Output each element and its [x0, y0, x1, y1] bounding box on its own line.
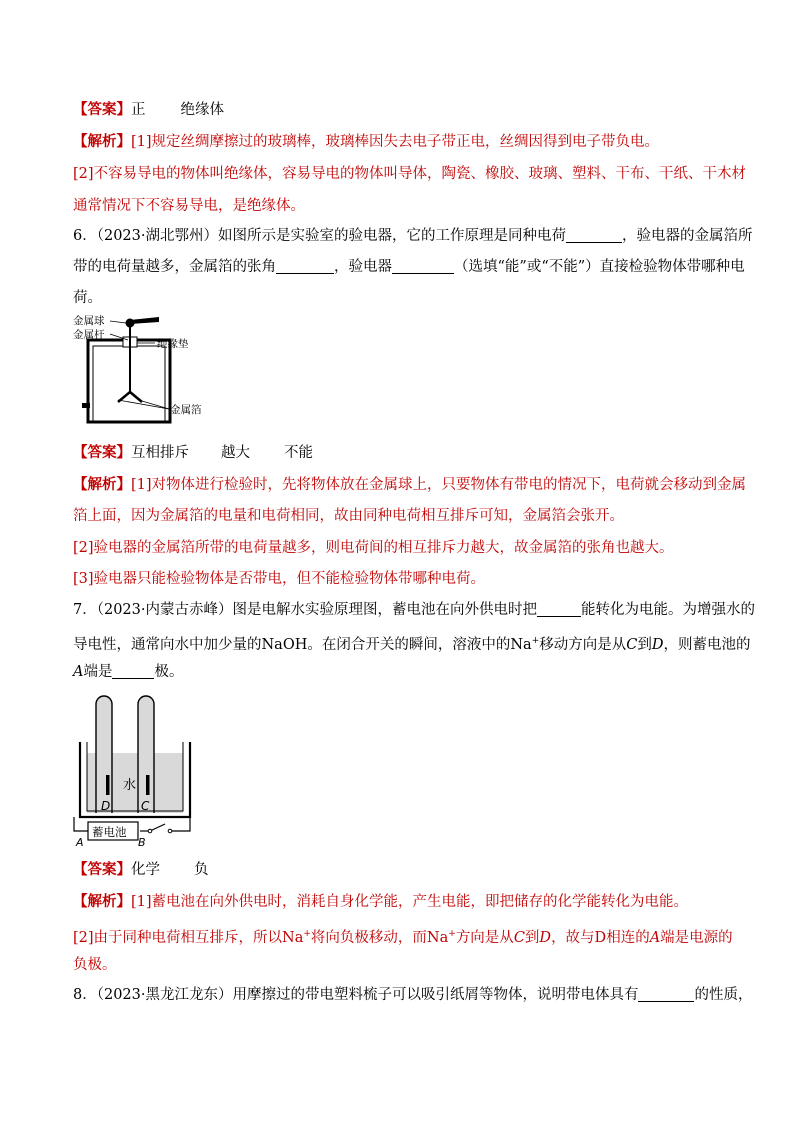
- italic-letter: D: [539, 929, 552, 946]
- label-metal-rod: 金属杆: [73, 329, 105, 341]
- analysis-text: 方向是从: [455, 929, 514, 946]
- analysis-tag: 【解析】: [73, 476, 131, 493]
- superscript: +: [531, 636, 540, 646]
- answer-blank: [112, 663, 154, 679]
- analysis-text: [1]对物体进行检验时，先将物体放在金属球上，只要物体有带电的情况下，电荷就会移动到金属: [131, 477, 747, 493]
- answer-blank: [566, 227, 622, 243]
- answer-tag: 【答案】: [73, 101, 131, 118]
- electroscope-figure: [70, 310, 230, 425]
- q6-stem-b: [73, 257, 745, 277]
- q7-stem-b: [73, 631, 751, 655]
- tube-left-fill: [97, 704, 111, 753]
- q7-analysis-1: [73, 892, 688, 912]
- electrolysis-figure: [66, 690, 196, 850]
- q6-stem-a: [73, 226, 752, 246]
- label-insulating-pad: 绝缘垫: [157, 338, 189, 350]
- italic-letter: D: [651, 636, 664, 653]
- stem-text: 8．（2023·黑龙江龙东）用摩擦过的带电塑料梳子可以吸引纸屑等物体，说明带电体具有: [73, 987, 639, 1003]
- stem-text: ，验电器的金属箔所: [621, 228, 753, 244]
- analysis-text: ，故与D相连的: [551, 929, 650, 946]
- q7-stem-a: [73, 600, 755, 620]
- stem-text: 的性质，: [694, 987, 753, 1003]
- foil-right: [130, 392, 142, 402]
- answer-blank: [638, 986, 694, 1002]
- q7-analysis-2a: [73, 924, 733, 948]
- side-knob: [82, 403, 90, 408]
- switch-contact: [168, 829, 172, 833]
- q6-analysis-1a: [73, 475, 746, 495]
- answer-1: 化学: [131, 862, 160, 878]
- stem-text: 移动方向是从: [539, 636, 627, 653]
- label-metal-ball: 金属球: [73, 315, 105, 327]
- electrode-c: [146, 775, 150, 795]
- answer-2: 绝缘体: [180, 102, 224, 118]
- electrode-d: [106, 775, 110, 795]
- analysis-text: [2]由于同种电荷相互排斥，所以Na: [73, 929, 304, 946]
- stem-text: 7．（2023·内蒙古赤峰）图是电解水实验原理图，蓄电池在向外供电时把: [73, 602, 537, 618]
- answer-blank: [392, 258, 454, 274]
- q6-analysis-1b: 箔上面，因为金属箔的电量和电荷相同，故由同种电荷相互排斥可知，金属箔会张开。: [73, 508, 624, 524]
- switch-pivot: [148, 829, 152, 833]
- top-bar: [130, 317, 159, 324]
- q7-analysis-2b: 负极。: [73, 957, 117, 973]
- answer-1: 互相排斥: [131, 445, 189, 461]
- stem-text: ，则蓄电池的: [663, 636, 751, 653]
- stem-text: 6．（2023·湖北鄂州）如图所示是实验室的验电器，它的工作原理是同种电荷: [73, 228, 566, 244]
- answer-1: 正: [131, 102, 146, 118]
- answer-2: 越大: [221, 445, 250, 461]
- q5-answer-line: [73, 100, 224, 120]
- answer-blank: [276, 258, 334, 274]
- q7-stem-c: [73, 662, 183, 682]
- label-a: A: [76, 836, 84, 849]
- wire-right: [172, 817, 190, 831]
- superscript: +: [303, 929, 311, 939]
- italic-letter: A: [649, 929, 661, 946]
- stem-text: 带的电荷量越多，金属箔的张角: [73, 259, 276, 275]
- analysis-tag: 【解析】: [73, 133, 131, 150]
- q5-analysis-2b: 通常情况下不容易导电，是绝缘体。: [73, 198, 305, 214]
- q5-analysis-1: [73, 132, 659, 152]
- label-d: D: [101, 799, 111, 813]
- analysis-text: 将向负极移动，而Na: [310, 929, 449, 946]
- analysis-text: 端是电源的: [660, 929, 733, 946]
- q7-answer-line: [73, 860, 209, 880]
- stem-text: 能转化为电能。为增强水的: [580, 602, 755, 618]
- analysis-text: [1]蓄电池在向外供电时，消耗自身化学能，产生电能，即把储存的化学能转化为电能。: [131, 894, 689, 910]
- leader-ball: [110, 321, 126, 323]
- analysis-text: 到: [524, 929, 540, 946]
- superscript: +: [448, 929, 456, 939]
- q8-stem-a: [73, 985, 752, 1005]
- label-b: B: [138, 836, 146, 849]
- label-metal-foil: 金属箔: [170, 404, 202, 416]
- tube-right-fill: [139, 704, 153, 753]
- stem-text: （选填“能”或“不能”）直接检验物体带哪种电: [454, 259, 745, 275]
- q5-analysis-2a: [2]不容易导电的物体叫绝缘体，容易导电的物体叫导体，陶瓷、橡胶、玻璃、塑料、干布、干纸、干木材: [73, 166, 747, 182]
- italic-letter: C: [513, 929, 525, 946]
- q6-analysis-3: [3]验电器只能检验物体是否带电，但不能检验物体带哪种电荷。: [73, 571, 486, 587]
- stem-text: ，验电器: [334, 259, 392, 275]
- label-c: C: [141, 799, 150, 813]
- analysis-tag: 【解析】: [73, 893, 131, 910]
- stem-text: 端是: [83, 664, 113, 680]
- answer-tag: 【答案】: [73, 861, 131, 878]
- answer-blank: [537, 601, 581, 617]
- stem-text: 极。: [154, 664, 184, 680]
- answer-3: 不能: [284, 445, 313, 461]
- label-water: 水: [123, 778, 137, 793]
- stem-text: 到: [637, 636, 652, 653]
- switch: [150, 824, 165, 831]
- q6-answer-line: [73, 443, 313, 463]
- answer-2: 负: [194, 862, 209, 878]
- analysis-text: [1]规定丝绸摩擦过的玻璃棒，玻璃棒因失去电子带正电，丝绸因得到电子带负电。: [131, 134, 660, 150]
- q6-stem-c: 荷。: [73, 290, 102, 306]
- label-battery: 蓄电池: [92, 825, 127, 839]
- stem-text: 导电性，通常向水中加少量的NaOH。在闭合开关的瞬间，溶液中的Na: [73, 636, 532, 653]
- italic-letter: A: [73, 664, 84, 680]
- answer-tag: 【答案】: [73, 444, 131, 461]
- q6-analysis-2: [2]验电器的金属箔所带的电荷量越多，则电荷间的相互排斥力越大，故金属箔的张角也越大。: [73, 540, 674, 556]
- italic-letter: C: [626, 636, 638, 653]
